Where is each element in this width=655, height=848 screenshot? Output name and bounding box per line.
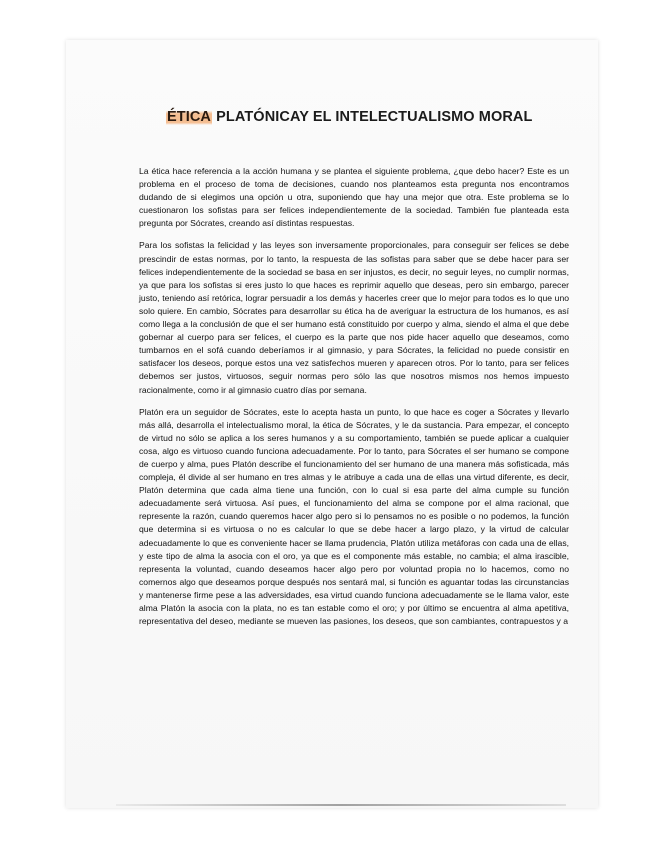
document-page <box>66 40 598 808</box>
document-body <box>139 165 569 637</box>
paragraph-1: La ética hace referencia a la acción humana y se plantea el siguiente problema, ¿que debo hacer? Este es un problema en el proceso de toma de decisiones, cuando nos planteamos esta pregunta nos encontramos dudando de si elegimos una opción u otra, suponiendo que hay una mejor que otra. Este problema se lo cuestionaron los sofistas para ser felices independientemente de la sociedad. También fue planteada esta pregunta por Sócrates, creando así distintas respuestas. <box>139 166 569 229</box>
page-bottom-edge <box>116 804 566 806</box>
title-rest: PLATÓNICAY EL INTELECTUALISMO MORAL <box>212 109 533 125</box>
paragraph-3: Platón era un seguidor de Sócrates, este lo acepta hasta un punto, lo que hace es coger a Sócrates y llevarlo más allá, desarrolla el intelectualismo moral, la ética de Sócrates, y le da sustancia. Para empezar, el concepto de virtud no sólo se aplica a los seres humanos y a su comportamiento, también se puede aplicar a cualquier cosa, algo es virtuoso cuando funciona adecuadamente. Por lo tanto, para Sócrates el ser humano se compone de cuerpo y alma, pues Platón describe el funcionamiento del ser humano de una manera más sofisticada, más compleja, él divide al ser humano en tres almas y le atribuye a cada una de ellas una virtud diferente, es decir, Platón determina que cada alma tiene una función, con lo cual si esa parte del alma cumple su función adecuadamente será virtuosa. Así pues, el funcionamiento del alma se compone por el alma racional, que represente la razón, cuando queremos hacer algo pero si lo pensamos no es posible o no podemos, la función que determina si es virtuosa o no es calcular lo que se debe hacer a largo plazo, y la virtud de calcular adecuadamente lo que es conveniente hacer se llama prudencia, Platón utiliza metáforas con cada una de ellas, y este tipo de alma la asocia con el oro, ya que es el componente más estable, no cambia; el alma irascible, representa la voluntad, cuando deseamos hacer algo pero por voluntad propia no lo hacemos, como no comernos algo que deseamos porque después nos sentará mal, si función es aguantar todas las circunstancias y mantenerse firme pese a las adversidades, esa virtud cuando funciona adecuadamente se le llama valor, este alma Platón la asocia con la plata, no es tan estable como el oro; y por último se encuentra al alma apetitiva, representativa del deseo, mediante se mueven las pasiones, los deseos, que son cambiantes, contrapuestos y a <box>139 406 569 627</box>
title-highlighted-word: ÉTICA <box>167 109 211 125</box>
paragraph-2: Para los sofistas la felicidad y las leyes son inversamente proporcionales, para conseguir ser felices se debe prescindir de estas normas, por lo tanto, la respuesta de las sofistas para saber que se debe hacer para ser felices independientemente de la sociedad se basa en ser injustos, es decir, no seguir leyes, no cumplir normas, ya que para los sofistas si eres justo lo que haces es reprimir aquello que deseas, pero sin embargo, parecer justo, teniendo así retórica, lograr persuadir a los demás y hacerles creer que lo mejor para todos es lo que uno solo quiere. En cambio, Sócrates para desarrollar su ética ha de averiguar la estructura de los humanos, es así como llega a la conclusión de que el ser humano está constituido por cuerpo y alma, siendo el alma el que debe gobernar al cuerpo para ser felices, el cuerpo es la parte que nos pide hacer aquello que deseamos, como tumbarnos en el sofá cuando deberíamos ir al gimnasio, y para Sócrates, la felicidad no puede consistir en satisfacer los deseos, porque estos una vez satisfechos mueren y aparecen otros. Por lo tanto, para ser felices debemos ser justos, virtuosos, seguir normas pero sólo las que nosotros mismos nos hemos impuesto racionalmente, como ir al gimnasio cuatro días por semana. <box>139 240 569 395</box>
document-title <box>166 109 532 125</box>
